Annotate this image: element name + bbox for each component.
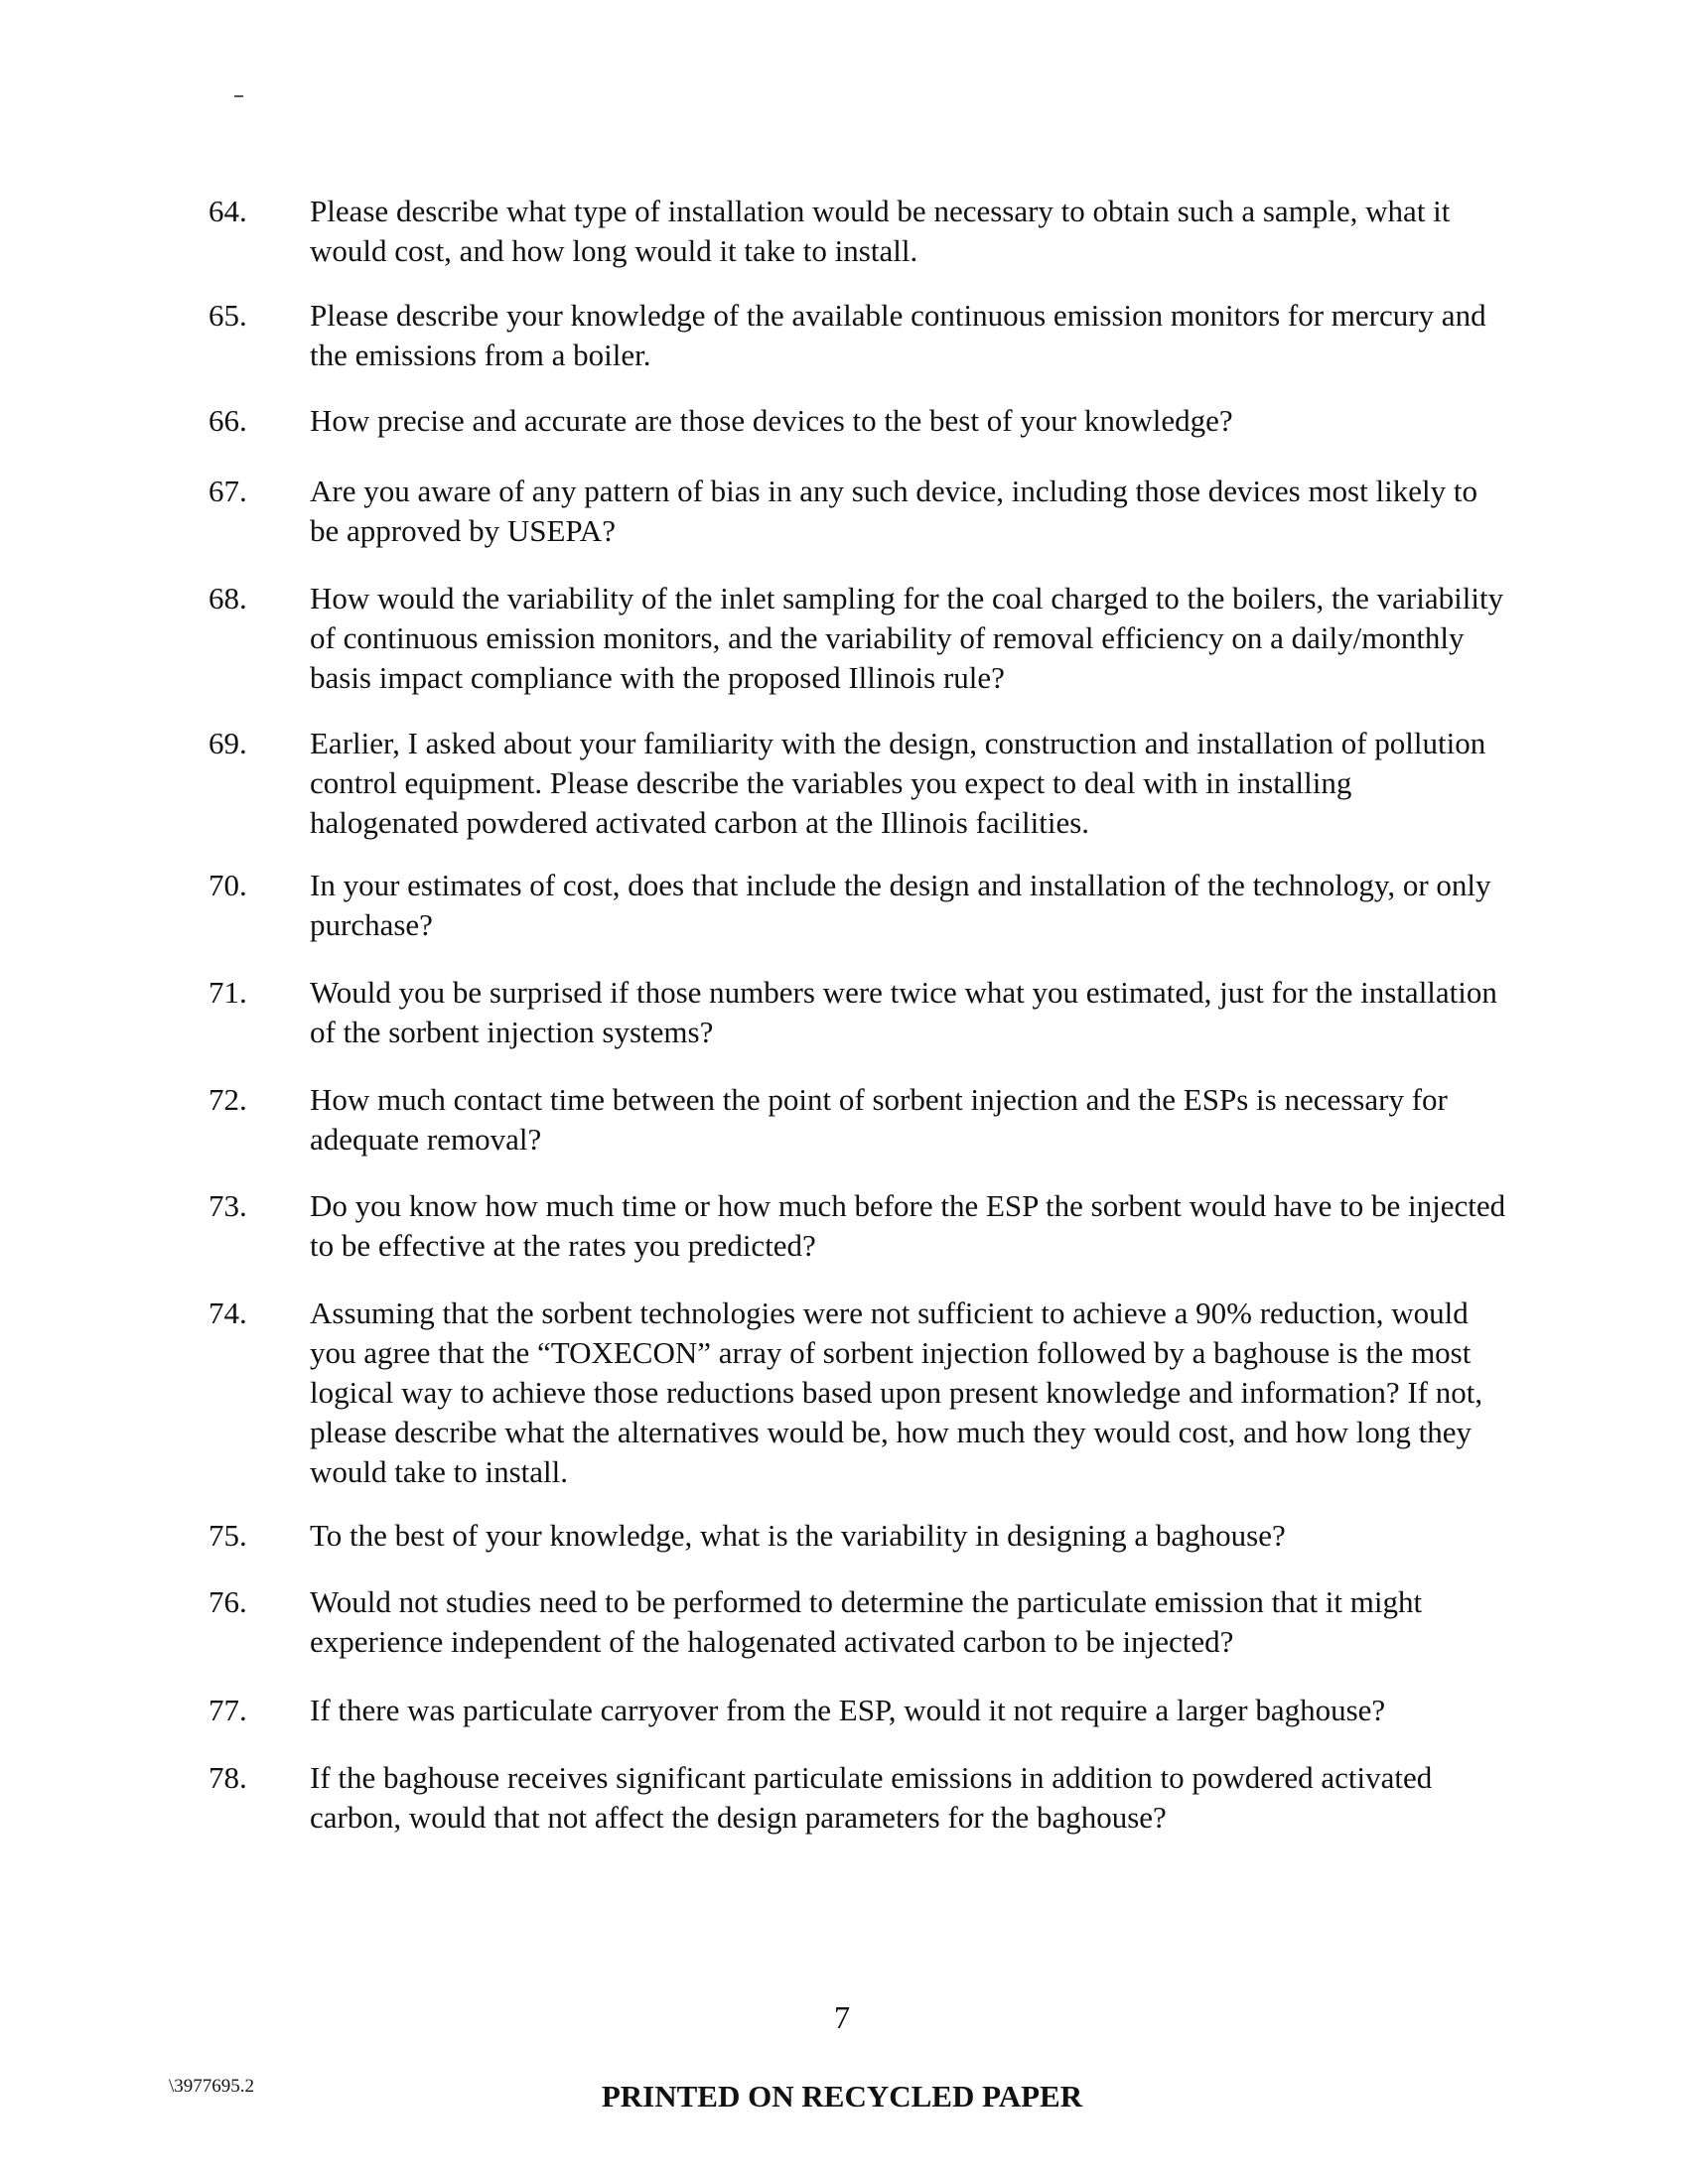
question-73 xyxy=(209,1186,1509,1266)
question-number: 73. xyxy=(209,1188,247,1223)
question-text: Earlier, I asked about your familiarity with the design, construction and installation of pollution control equipment. Please describe the variables you expect to deal with in installing halogenated powdered activated carbon at the Illinois facilities. xyxy=(310,726,1486,840)
question-number: 74. xyxy=(209,1296,247,1330)
question-text: Are you aware of any pattern of bias in any such device, including those devices most likely to be approved by USEPA? xyxy=(310,474,1477,548)
document-id: \3977695.2 xyxy=(169,2076,255,2097)
question-text: If the baghouse receives significant particulate emissions in addition to powdered activated carbon, would that not affect the design parameters for the baghouse? xyxy=(310,1760,1433,1835)
question-text: How precise and accurate are those devices to the best of your knowledge? xyxy=(310,403,1233,438)
question-text: Please describe what type of installation would be necessary to obtain such a sample, what it would cost, and how long would it take to install. xyxy=(310,194,1451,268)
question-text: How much contact time between the point of sorbent injection and the ESPs is necessary for adequate removal? xyxy=(310,1082,1448,1157)
question-text: In your estimates of cost, does that include the design and installation of the technology, or only purchase? xyxy=(310,868,1491,942)
question-number: 75. xyxy=(209,1518,247,1553)
question-67 xyxy=(209,472,1509,551)
question-number: 72. xyxy=(209,1082,247,1117)
question-number: 67. xyxy=(209,474,247,508)
question-70 xyxy=(209,866,1509,945)
page-number: 7 xyxy=(834,1999,850,2035)
footer-recycled-paper: PRINTED ON RECYCLED PAPER xyxy=(601,2079,1083,2114)
question-66 xyxy=(209,401,1509,441)
question-text: Do you know how much time or how much before the ESP the sorbent would have to be injected to be effective at the rates you predicted? xyxy=(310,1188,1506,1263)
question-text: Would not studies need to be performed to determine the particulate emission that it might experience independent of the halogenated activated carbon to be injected? xyxy=(310,1584,1423,1659)
question-text: Assuming that the sorbent technologies were not sufficient to achieve a 90% reduction, would you agree that the “TOXECON” array of sorbent injection followed by a baghouse is the most logical way to achieve those reductions based upon present knowledge and information? If not, please describe what the alternatives would be, how much they would cost, and how long they would take to install. xyxy=(310,1296,1483,1489)
question-number: 64. xyxy=(209,194,247,228)
question-number: 78. xyxy=(209,1760,247,1795)
question-75 xyxy=(209,1516,1509,1556)
question-number: 69. xyxy=(209,726,247,760)
question-64 xyxy=(209,192,1509,271)
question-78 xyxy=(209,1758,1509,1838)
question-text: Please describe your knowledge of the available continuous emission monitors for mercury and the emissions from a boiler. xyxy=(310,298,1486,372)
question-number: 65. xyxy=(209,298,247,333)
question-68 xyxy=(209,579,1509,698)
question-71 xyxy=(209,973,1509,1052)
question-text: If there was particulate carryover from the ESP, would it not require a larger baghouse? xyxy=(310,1693,1386,1727)
question-number: 77. xyxy=(209,1693,247,1727)
question-number: 70. xyxy=(209,868,247,902)
question-number: 66. xyxy=(209,403,247,438)
question-74 xyxy=(209,1294,1509,1492)
question-text: Would you be surprised if those numbers were twice what you estimated, just for the installation of the sorbent injection systems? xyxy=(310,975,1497,1049)
question-number: 71. xyxy=(209,975,247,1010)
question-number: 68. xyxy=(209,581,247,615)
question-number: 76. xyxy=(209,1584,247,1619)
question-76 xyxy=(209,1582,1509,1662)
question-65 xyxy=(209,296,1509,375)
question-text: How would the variability of the inlet sampling for the coal charged to the boilers, the variability of continuous emission monitors, and the variability of removal efficiency on a daily/monthly basis impact compliance with the proposed Illinois rule? xyxy=(310,581,1504,695)
question-text: To the best of your knowledge, what is the variability in designing a baghouse? xyxy=(310,1518,1286,1553)
question-69 xyxy=(209,724,1509,843)
question-72 xyxy=(209,1080,1509,1160)
question-77 xyxy=(209,1691,1509,1730)
scan-artifact xyxy=(234,95,243,97)
